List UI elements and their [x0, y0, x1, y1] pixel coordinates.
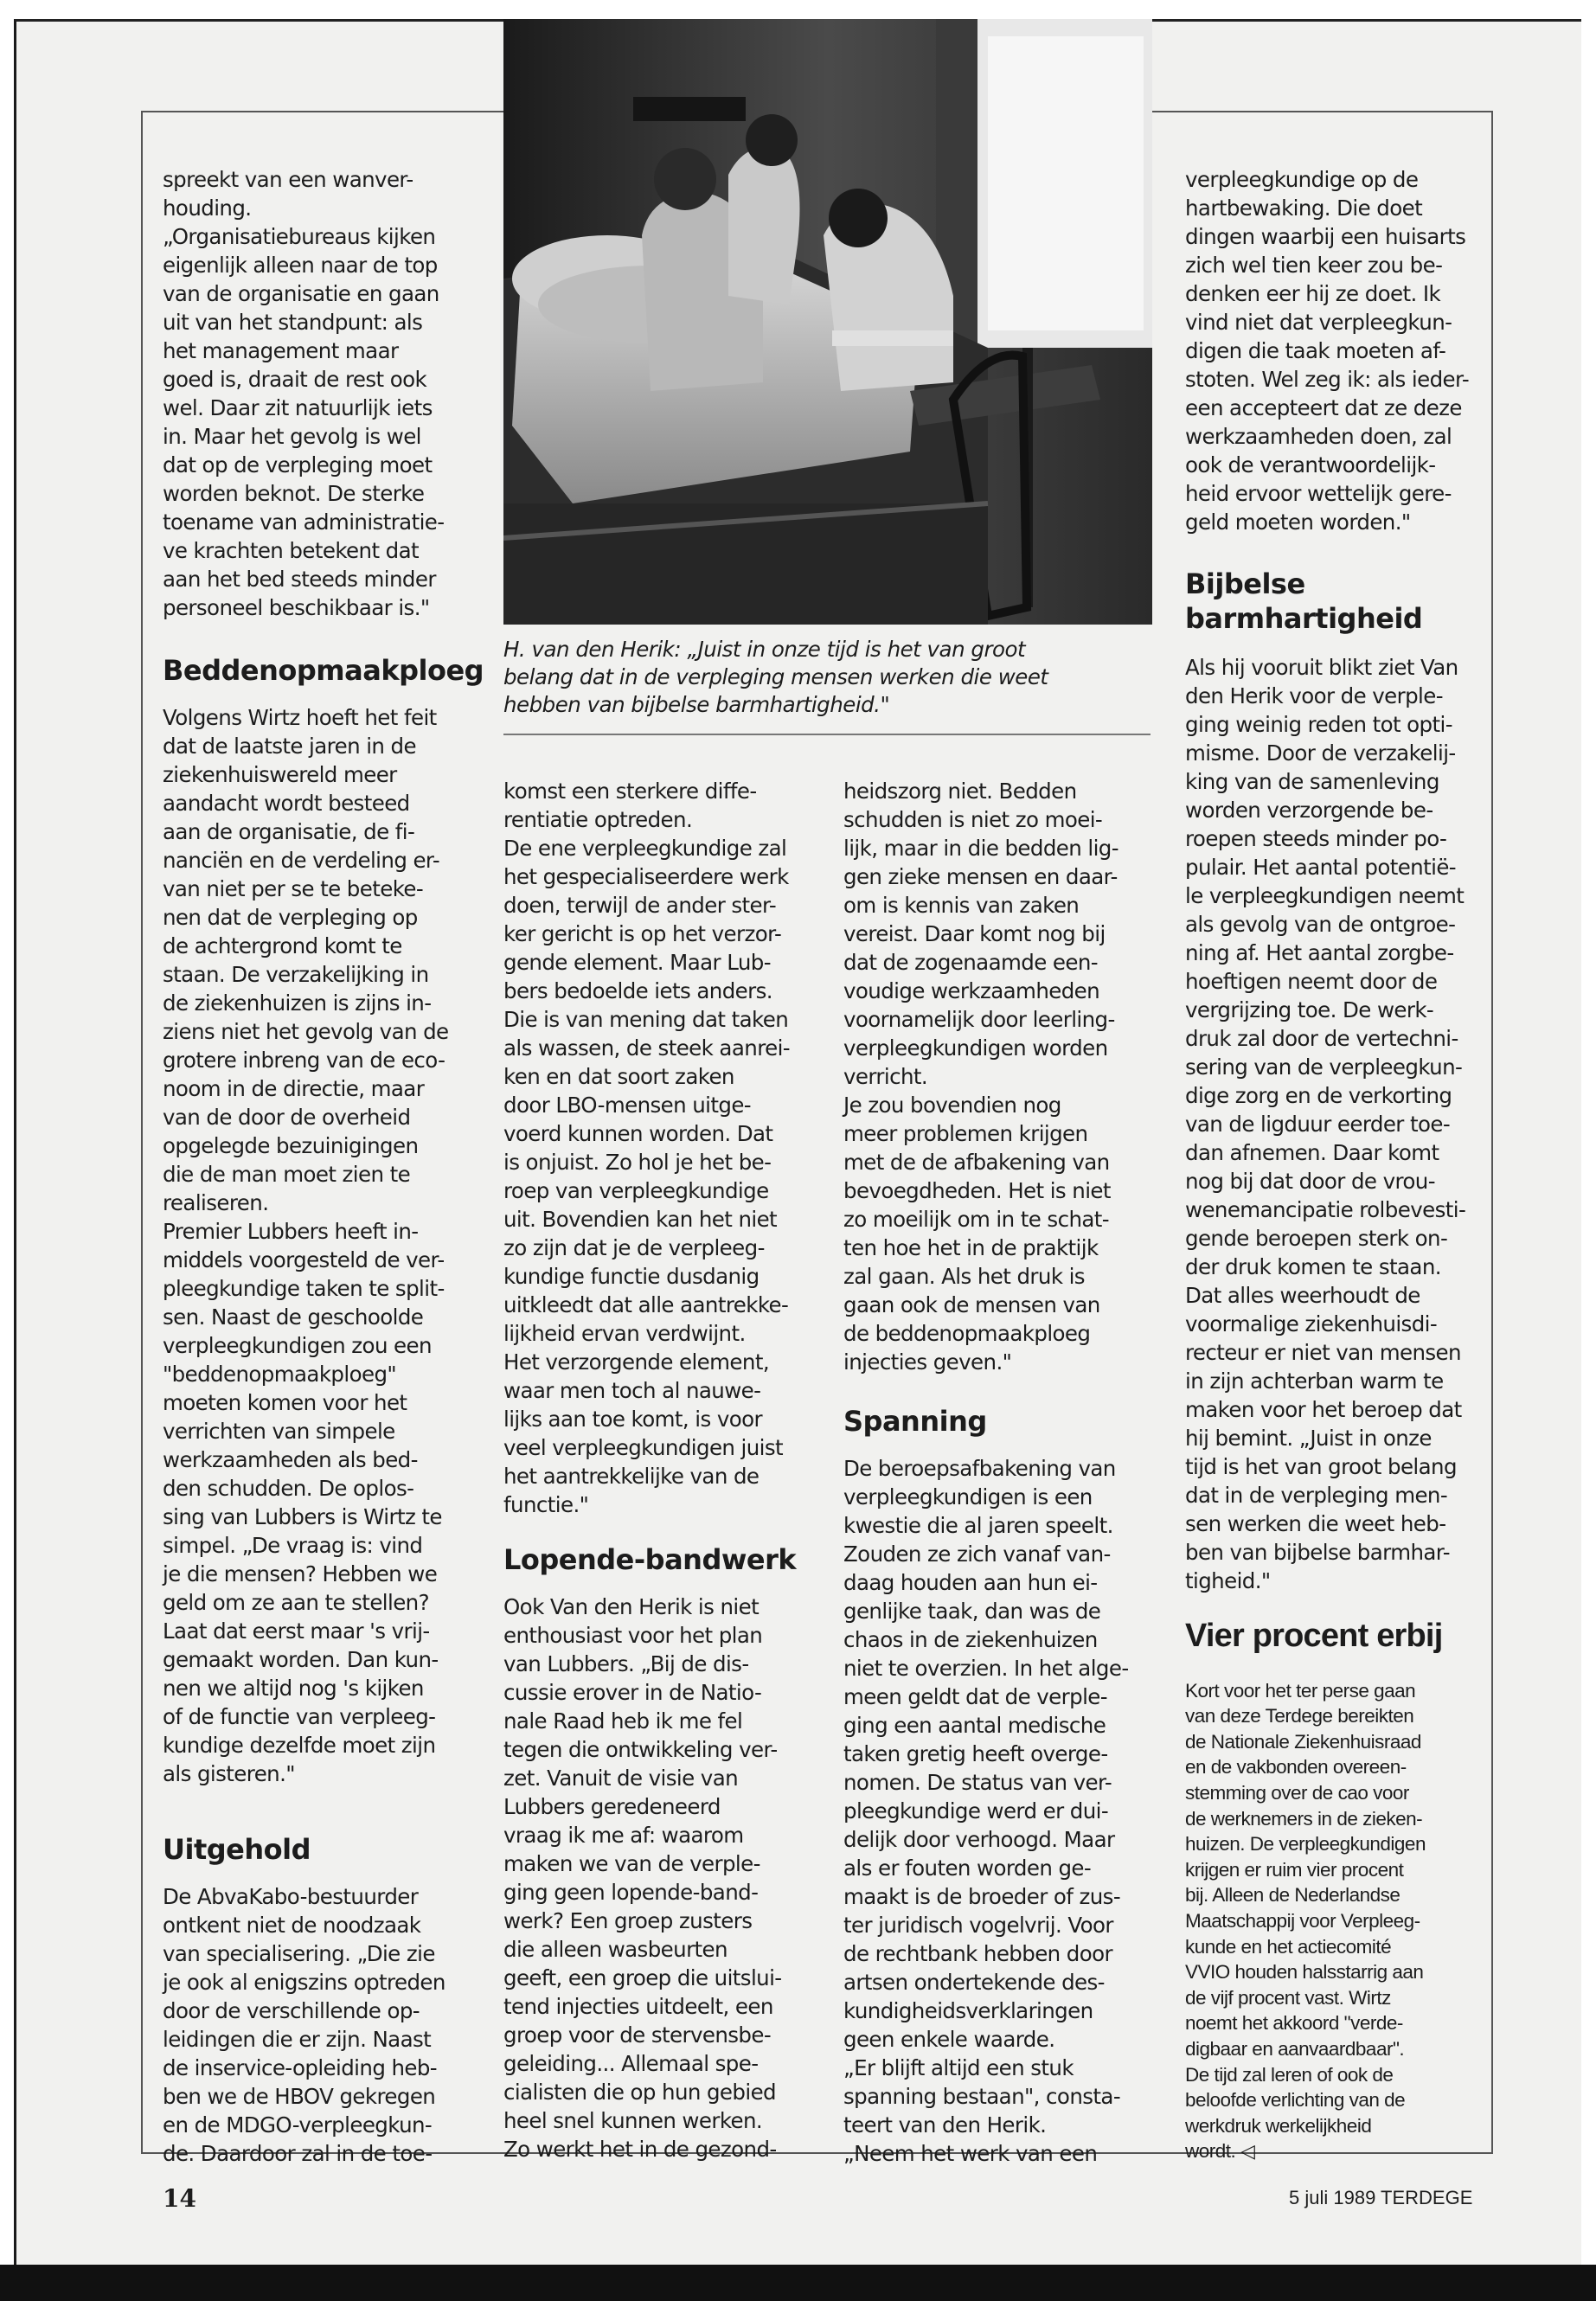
- column-1: [163, 137, 491, 651]
- sidebar-title: Vier procent erbij: [1185, 1618, 1443, 1654]
- col1-paragraph-1: spreekt van een wanver- houding. „Organisatiebureaus kijken eigenlijk alleen naar de top van de organisatie en gaan uit van het standpunt: als het management maar goed is, draait de rest ook wel. Daar zit natuurlijk iets in. Maar het gevolg is wel dat op de verpleging moet worden beknot. De sterke toename van administratie- ve krachten betekent dat aan het bed steeds minder personeel beschikbaar is.": [163, 167, 445, 620]
- column-3-body: [843, 1426, 1155, 2196]
- col1-paragraph-2: Volgens Wirtz hoeft het feit dat de laatste jaren in de ziekenhuiswereld meer aandacht wordt besteed aan de organisatie, de fi- nanciën en de verdeling er- van niet per se te beteke- nen dat de verpleging op de achtergrond komt te staan. De verzakelijking in de ziekenhuizen is zijns in- ziens niet het gevolg van de grotere inbreng van de eco- noom in de directie, maar van de door de overheid opgelegde bezuinigingen die de man moet zien te realiseren. Premier Lubbers heeft in- middels voorgesteld de ver- pleegkundige taken te split- sen. Naast de geschoolde verpleegkundigen zou een "beddenopmaakploeg" moeten komen voor het verrichten van simpele werkzaamheden als bed- den schudden. De oplos- sing van Lubbers is Wirtz te simpel. „De vraag is: vind je die mensen? Hebben we geld om ze aan te stellen? Laat dat eerst maar 's vrij- gemaakt worden. Dan kun- nen we altijd nog 's kijken of de functie van verpleeg- kundige dezelfde moet zijn als gisteren.": [163, 705, 449, 1786]
- col4-paragraph-1: verpleegkundige op de hartbewaking. Die doet dingen waarbij een huisarts zich wel tien keer zou be- denken eer hij ze doet. Ik vind niet dat verpleegkun- digen die taak moeten af- stoten. Wel zeg ik: als ieder- een accepteert dat ze deze werkzaamheden doen, zal ook de verantwoordelijk- heid ervoor wettelijk gere- geld moeten worden.": [1185, 167, 1470, 535]
- photo-illustration: [503, 19, 1152, 625]
- column-4-body: [1185, 625, 1488, 1624]
- col3-paragraph-1: heidszorg niet. Bedden schudden is niet zo moei- lijk, maar in die bedden lig- gen zieke mensen en daar- om is kennis van zaken vereist. Daar komt nog bij dat de zogenaamde een- voudige werkzaamheden voornamelijk door leerling- verpleegkundigen worden verricht. Je zou bovendien nog meer problemen krijgen met de de afbakening van bevoegdheden. Het is niet zo moeilijk om in te schat- ten hoe het in de praktijk zal gaan. Als het druk is gaan ook de mensen van de beddenopmaakploeg injecties geven.": [843, 779, 1119, 1375]
- photo-caption: H. van den Herik: „Juist in onze tijd is het van groot belang dat in de verpleging mensen werken die weet hebben van bijbelse barmhartigheid.": [503, 637, 1048, 717]
- heading-bijbelse-barmhartigheid: Bijbelse barmhartigheid: [1185, 567, 1423, 635]
- col2-paragraph-1: komst een sterkere diffe- rentiatie optreden. De ene verpleegkundige zal het gespecialiseerdere werk doen, terwijl de ander ster- ker gericht is op het verzor- gende element. Maar Lub- bers bedoelde iets anders. Die is van mening dat taken als wassen, de steek aanrei- ken en dat soort zaken door LBO-mensen uitge- voerd kunnen worden. Dat is onjuist. Zo hol je het be- roep van verpleegkundige uit. Bovendien kan het niet zo zijn dat je de verpleeg- kundige functie dusdanig uitkleedt dat alle aantrekke- lijkheid ervan verdwijnt. Het verzorgende element, waar men toch al nauwe- lijks aan toe komt, is voor veel verpleegkundigen juist het aantrekkelijke van de functie.": [503, 779, 791, 1517]
- heading-lopende-bandwerk: Lopende-bandwerk: [503, 1543, 797, 1576]
- sidebar-body: [1185, 1652, 1488, 2164]
- nurses-bedside-photo: [503, 19, 1152, 625]
- column-1-body: [163, 675, 491, 1817]
- scan-edge: [0, 2265, 1596, 2301]
- issue-label: 5 juli 1989 TERDEGE: [1289, 2187, 1473, 2208]
- top-rule-right: [1152, 111, 1491, 112]
- column-2-body: [503, 1564, 815, 2192]
- page-number: 14: [163, 2184, 196, 2213]
- column-2: [503, 748, 815, 1548]
- right-rule: [1491, 111, 1493, 2152]
- sidebar-text: Kort voor het ter perse gaan van deze Terdege bereikten de Nationale Ziekenhuisraad en de vakbonden overeen- stemming over de cao voor de werknemers in de zieken- huizen. De verpleegkundigen krijgen er ruim vier procent bij. Alleen de Nederlandse Maatschappij voor Verpleeg- kunde en het actiecomité VVIO houden halsstarrig aan de vijf procent vast. Wirtz noemt het akkoord "verde- digbaar en aanvaardbaar". De tijd zal leren of ook de beloofde verlichting van de werkdruk werkelijkheid wordt.: [1185, 1679, 1426, 2163]
- heading-beddenopmaakploeg: Beddenopmaakploeg: [163, 654, 484, 687]
- col2-paragraph-2: Ook Van den Herik is niet enthousiast voor het plan van Lubbers. „Bij de dis- cussie erover in de Natio- nale Raad heb ik me fel tegen die ontwikkeling ver- zet. Vanuit de visie van Lubbers geredeneerd vraag ik me af: waarom maken we van de verple- ging geen lopende-band- werk? Een groep zusters die alleen wasbeurten geeft, een groep die uitslui- tend injecties uitdeelt, een groep voor de stervensbe- geleiding... Allemaal spe- cialisten die op hun gebied heel snel kunnen werken. Zo werkt het in de gezond-: [503, 1594, 782, 2162]
- column-4: [1185, 137, 1488, 565]
- col1-paragraph-3: De AbvaKabo-bestuurder ontkent niet de noodzaak van specialisering. „Die zie je ook al enigszins optreden door de verschillende op- leidingen die er zijn. Naast de inservice-opleiding heb- ben we de HBOV gekregen en de MDGO-verpleegkun- de. Daardoor zal in de toe-: [163, 1884, 445, 2166]
- top-rule-left: [141, 111, 504, 112]
- col3-paragraph-2: De beroepsafbakening van verpleegkundigen is een kwestie die al jaren speelt. Zouden ze zich vanaf van- daag houden aan hun ei- genlijke taak, dan was de chaos in de ziekenhuizen niet te overzien. In het alge- meen geldt dat de verple- ging een aantal medische taken gretig heeft overge- nomen. De status van ver- pleegkundige werd er dui- delijk door verhoogd. Maar als er fouten worden ge- maakt is de broeder of zus- ter juridisch vogelvrij. Voor de rechtbank hebben door artsen ondertekende des- kundigheidsverklaringen geen enkele waarde. „Er blijft altijd een stuk spanning bestaan", consta- teert van den Herik. „Neem het werk van een: [843, 1456, 1129, 2166]
- heading-uitgehold: Uitgehold: [163, 1833, 311, 1866]
- column-3: [843, 748, 1155, 1405]
- column-1-body-2: [163, 1854, 491, 2196]
- caption-rule: [503, 734, 1151, 735]
- col4-paragraph-2: Als hij vooruit blikt ziet Van den Herik voor de verple- ging weinig reden tot opti- misme. Door de verzakelij- king van de samenleving worden verzorgende be- roepen steeds minder po- pulair. Het aantal potentië- le verpleegkundigen neemt als gevolg van de ontgroe- ning af. Het aantal zorgbe- hoeftigen neemt door de vergrijzing toe. De werk- druk zal door de vertechni- sering van de verpleegkun- dige zorg en de verkorting van de ligduur eerder toe- dan afnemen. Daar komt nog bij dat door de vrou- wenemancipatie rolbevesti- gende beroepen sterk on- der druk komen te staan. Dat alles weerhoudt de voormalige ziekenhuisdi- recteur er niet van mensen in zijn achterban warm te maken voor het beroep dat hij bemint. „Juist in onze tijd is het van groot belang dat in de verpleging men- sen werken die weet heb- ben van bijbelse barmhar- tigheid.": [1185, 655, 1466, 1593]
- left-rule: [141, 111, 143, 2152]
- heading-spanning: Spanning: [843, 1405, 987, 1438]
- end-mark-icon: ◁: [1240, 2140, 1255, 2163]
